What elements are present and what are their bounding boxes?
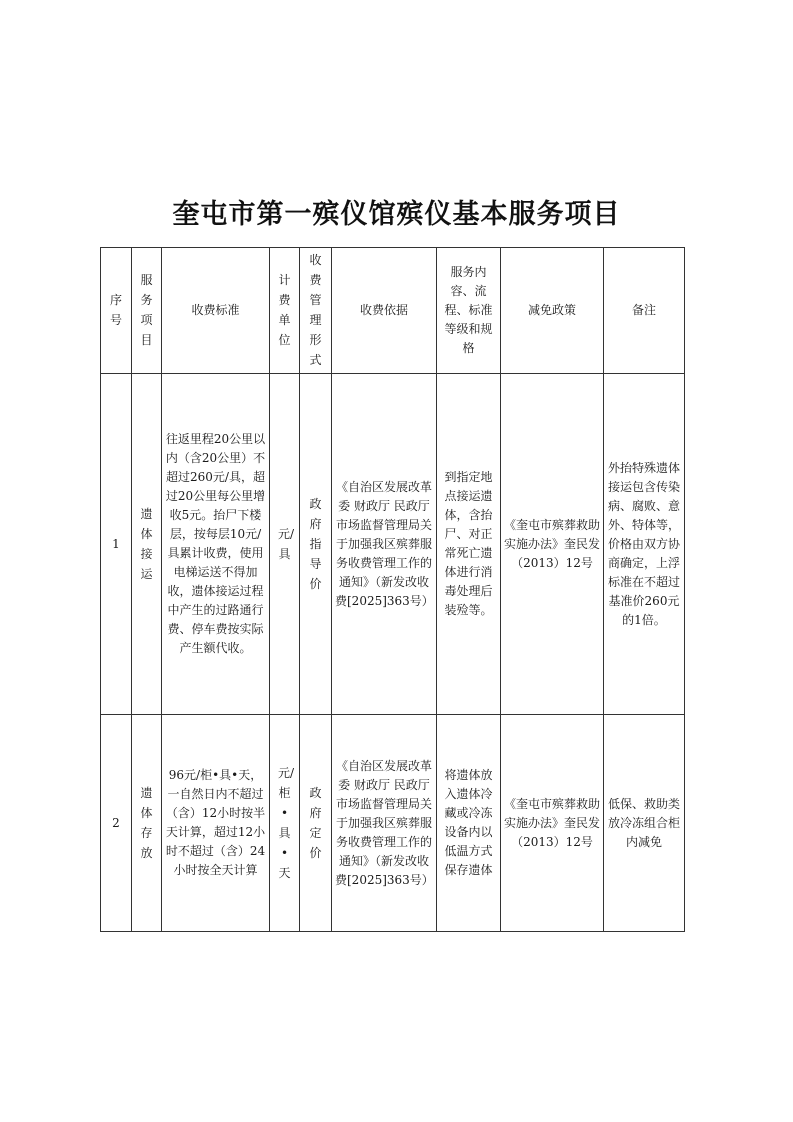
header-standard: 收费标准 [162, 248, 270, 374]
cell-unit: 元/柜•具•天 [270, 715, 300, 932]
header-unit: 计费单位 [270, 248, 300, 374]
cell-basis: 《自治区发展改革委 财政厅 民政厅 市场监督管理局关于加强我区殡葬服务收费管理工作的通知》（新发改收费[2025]363号） [332, 373, 437, 714]
header-item: 服务项目 [132, 248, 162, 374]
table-row [101, 715, 685, 932]
cell-policy: 《奎屯市殡葬救助实施办法》奎民发（2013）12号 [501, 715, 604, 932]
header-content: 服务内容、流程、标准等级和规格 [437, 248, 501, 374]
cell-mgmt: 政府定价 [300, 715, 332, 932]
page-title: 奎屯市第一殡仪馆殡仪基本服务项目 [172, 199, 621, 230]
cell-standard: 往返里程20公里以内（含20公里）不超过260元/具，超过20公里每公里增收5元。抬尸下楼层，按每层10元/具累计收费，使用电梯运送不得加收，遗体接运过程中产生的过路通行费、停车费按实际产生额代收。 [162, 373, 270, 714]
cell-remark: 低保、救助类放冷冻组合柜内减免 [604, 715, 685, 932]
header-basis: 收费依据 [332, 248, 437, 374]
header-seq: 序号 [101, 248, 132, 374]
cell-policy: 《奎屯市殡葬救助实施办法》奎民发（2013）12号 [501, 373, 604, 714]
cell-item: 遗体接运 [132, 373, 162, 714]
cell-seq: 2 [101, 715, 132, 932]
cell-content: 到指定地点接运遗体，含抬尸、对正常死亡遗体进行消毒处理后装殓等。 [437, 373, 501, 714]
cell-unit: 元/具 [270, 373, 300, 714]
cell-seq: 1 [101, 373, 132, 714]
cell-standard: 96元/柜•具•天，一自然日内不超过（含）12小时按半天计算，超过12小时不超过（含）24小时按全天计算 [162, 715, 270, 932]
cell-basis: 《自治区发展改革委 财政厅 民政厅 市场监督管理局关于加强我区殡葬服务收费管理工作的通知》（新发改收费[2025]363号） [332, 715, 437, 932]
header-mgmt: 收费管理形式 [300, 248, 332, 374]
service-items-table [100, 247, 685, 932]
header-policy: 减免政策 [501, 248, 604, 374]
table-row [101, 373, 685, 714]
cell-mgmt: 政府指导价 [300, 373, 332, 714]
table-header-row [101, 248, 685, 374]
header-remark: 备注 [604, 248, 685, 374]
cell-item: 遗体存放 [132, 715, 162, 932]
cell-content: 将遗体放入遗体冷藏或冷冻设备内以低温方式保存遗体 [437, 715, 501, 932]
cell-remark: 外抬特殊遗体接运包含传染病、腐败、意外、特体等，价格由双方协商确定，上浮标准在不超过基准价260元的1倍。 [604, 373, 685, 714]
